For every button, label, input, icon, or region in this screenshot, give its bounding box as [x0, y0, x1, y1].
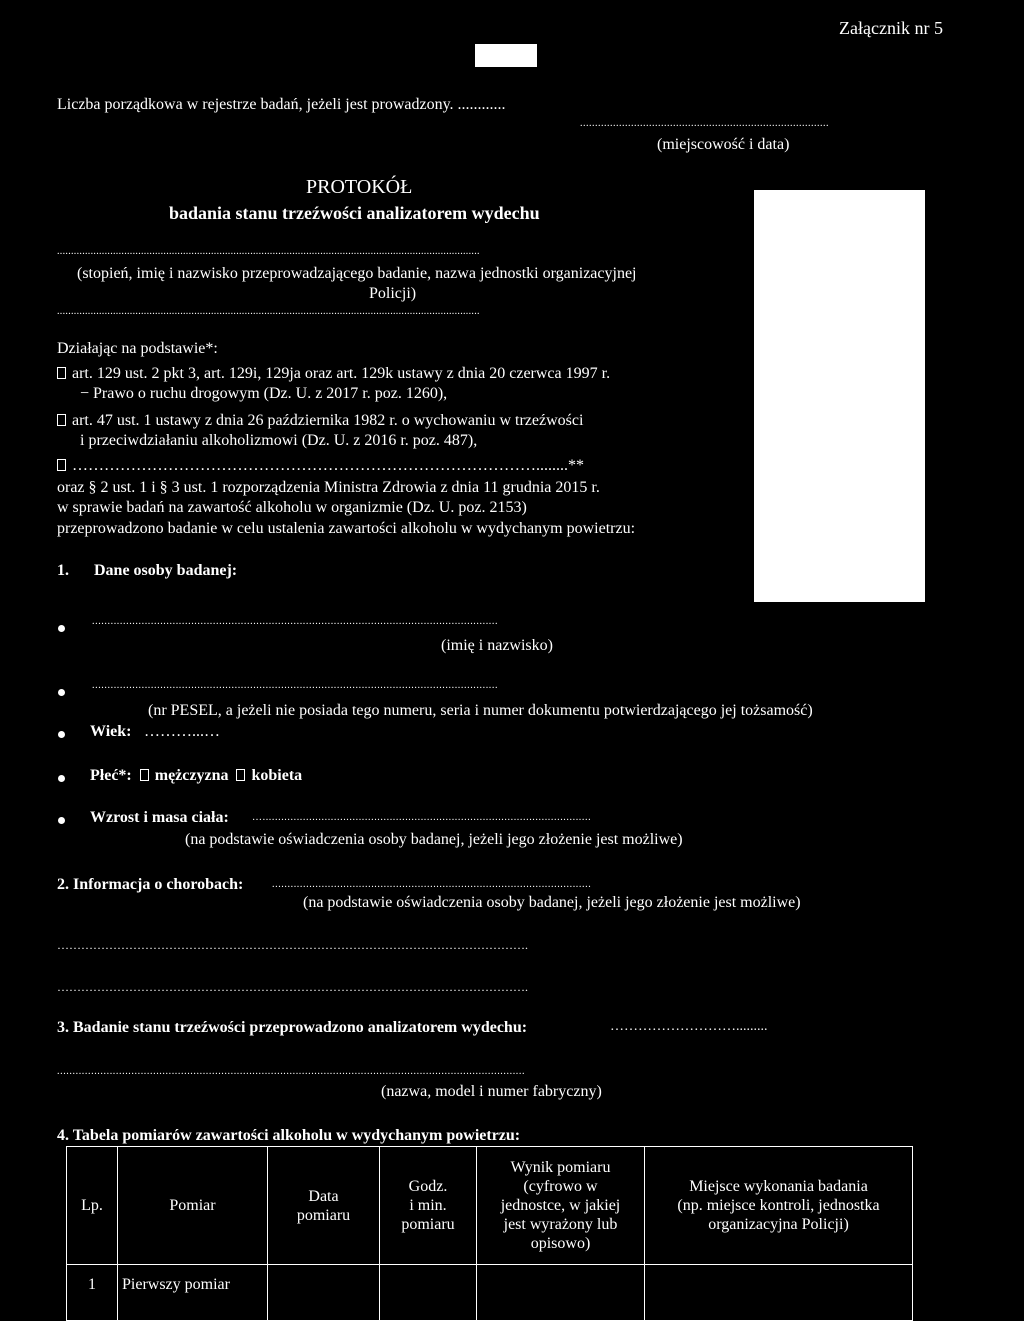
legal-basis-item-2-line1: art. 47 ust. 1 ustawy z dnia 26 października 1982 r. o wychowaniu w trzeźwości	[72, 412, 584, 429]
section-2-label: 2. Informacja o chorobach:	[57, 876, 244, 893]
attachment-label: Załącznik nr 5	[839, 18, 943, 38]
legal-basis-item-2-line2: i przeciwdziałaniu alkoholizmowi (Dz. U. z 2016 r. poz. 487),	[80, 432, 478, 449]
table-header-row	[67, 1147, 913, 1265]
row-time-cell[interactable]	[380, 1265, 477, 1321]
header-lp: Lp.	[67, 1147, 118, 1265]
redaction-box-top	[475, 44, 537, 67]
register-number-line: Liczba porządkowa w rejestrze badań, jeżeli jest prowadzony. ............	[57, 96, 506, 113]
sex-female-label: kobieta	[251, 767, 303, 784]
examiner-dots-2: .......................................................................................................................................................	[57, 306, 480, 317]
legal-basis-intro: Działając na podstawie*:	[57, 340, 218, 357]
examiner-caption-line2: Policji)	[369, 285, 417, 302]
bullet-icon	[58, 625, 65, 632]
checkbox-icon[interactable]	[57, 414, 66, 426]
examiner-caption-line1: (stopień, imię i nazwisko przeprowadzającego badanie, nazwa jednostki organizacyjnej	[77, 265, 637, 282]
row-lp: 1	[67, 1265, 118, 1321]
document-subtitle: badania stanu trzeźwości analizatorem wydechu	[169, 203, 540, 223]
header-measurement: Pomiar	[118, 1147, 268, 1265]
header-result: Wynik pomiaru (cyfrowo w jednostce, w jakiej jest wyrażony lub opisowo)	[477, 1147, 645, 1265]
legal-basis-item-1-line2: − Prawo o ruchu drogowym (Dz. U. z 2017 r. poz. 1260),	[80, 385, 448, 402]
checkbox-male-icon[interactable]	[140, 769, 149, 781]
regulation-line1: oraz § 2 ust. 1 i § 3 ust. 1 rozporządzenia Ministra Zdrowia z dnia 11 grudnia 2015 r.	[57, 479, 600, 496]
regulation-line2: w sprawie badań na zawartość alkoholu w organizmie (Dz. U. poz. 2153)	[57, 499, 527, 516]
pesel-dots: ...................................................................................................................................	[92, 680, 499, 691]
section-1-number: 1.	[57, 562, 69, 579]
pesel-caption: (nr PESEL, a jeżeli nie posiada tego numeru, seria i numer dokumentu potwierdzającego jej tożsamość)	[148, 702, 813, 719]
header-place: Miejsce wykonania badania (np. miejsce kontroli, jednostka organizacyjna Policji)	[645, 1147, 913, 1265]
legal-basis-item-1	[57, 365, 610, 383]
row-result-cell[interactable]	[477, 1265, 645, 1321]
legal-basis-item-3	[57, 457, 584, 475]
bullet-icon	[58, 731, 65, 738]
place-date-dots: ...................................................................................	[580, 118, 829, 129]
section-3-dots: ……………………….........	[610, 1019, 768, 1034]
legal-basis-item-3-dots: ……………………………………………………………………………........**	[72, 457, 584, 474]
section-2-dots: .......................................................................................................	[272, 879, 592, 890]
regulation-line3: przeprowadzono badanie w celu ustalenia zawartości alkoholu w wydychanym powietrzu:	[57, 520, 636, 537]
name-dots: ...................................................................................................................................	[92, 616, 499, 627]
sex-field	[90, 767, 302, 785]
bullet-icon	[58, 689, 65, 696]
header-date: Data pomiaru	[268, 1147, 380, 1265]
height-weight-caption: (na podstawie oświadczenia osoby badanej, jeżeli jego złożenie jest możliwe)	[185, 831, 683, 848]
age-label: Wiek:	[90, 723, 132, 740]
section-2-caption: (na podstawie oświadczenia osoby badanej, jeżeli jego złożenie jest możliwe)	[303, 894, 801, 911]
bullet-icon	[58, 817, 65, 824]
place-date-caption: (miejscowość i data)	[657, 136, 790, 153]
section-4-label: 4. Tabela pomiarów zawartości alkoholu w wydychanym powietrzu:	[57, 1127, 521, 1144]
checkbox-female-icon[interactable]	[236, 769, 245, 781]
legal-basis-item-2	[57, 412, 583, 430]
row-date-cell[interactable]	[268, 1265, 380, 1321]
sex-male-label: mężczyzna	[154, 767, 229, 784]
name-caption: (imię i nazwisko)	[441, 637, 553, 654]
row-place-cell[interactable]	[645, 1265, 913, 1321]
height-weight-label: Wzrost i masa ciała:	[90, 809, 229, 826]
document-title: PROTOKÓŁ	[306, 176, 413, 198]
checkbox-icon[interactable]	[57, 459, 66, 471]
bullet-icon	[58, 775, 65, 782]
sex-label: Płeć*:	[90, 767, 132, 784]
age-dots: ………...…	[144, 723, 220, 740]
table-row	[67, 1265, 913, 1321]
header-time: Godz. i min. pomiaru	[380, 1147, 477, 1265]
device-dots: .......................................................................................................................................................	[57, 1066, 526, 1077]
section-3-label: 3. Badanie stanu trzeźwości przeprowadzono analizatorem wydechu:	[57, 1019, 528, 1036]
photo-placeholder-box	[754, 190, 925, 602]
measurements-table	[66, 1146, 913, 1321]
section-2-extra-line1: ……………………………………………………………………………………………………….	[57, 938, 528, 952]
legal-basis-item-1-line1: art. 129 ust. 2 pkt 3, art. 129i, 129ja oraz art. 129k ustawy z dnia 20 czerwca 1997 r.	[72, 365, 611, 382]
device-caption: (nazwa, model i numer fabryczny)	[381, 1083, 602, 1100]
height-weight-dots: …..........................................................................................................	[252, 812, 592, 823]
section-1-heading: Dane osoby badanej:	[94, 562, 238, 579]
section-2-extra-line2: ……………………………………………………………………………………………………….	[57, 980, 528, 994]
row-measurement: Pierwszy pomiar	[118, 1265, 268, 1321]
checkbox-icon[interactable]	[57, 367, 66, 379]
examiner-dots: .......................................................................................................................................................	[57, 246, 480, 257]
